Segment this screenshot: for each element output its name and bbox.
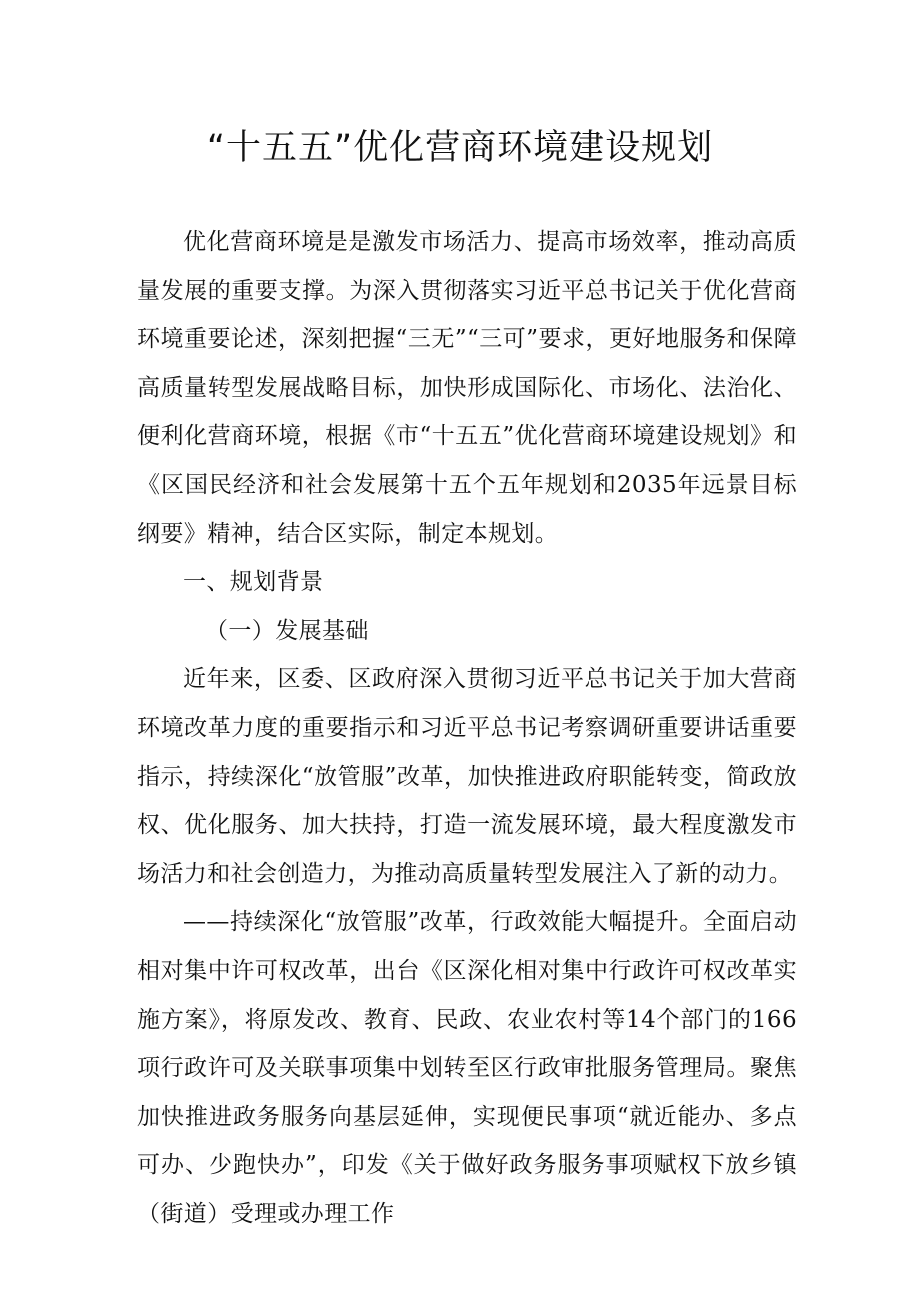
foundation-paragraph: 近年来，区委、区政府深入贯彻习近平总书记关于加大营商环境改革力度的重要指示和习近平总书记考察调研重要讲话重要指示，持续深化“放管服”改革，加快推进政府职能转变，简政放权、优化服务、加大扶持，打造一流发展环境，最大程度激发市场活力和社会创造力，为推动高质量转型发展注入了新的动力。 [137,666,797,887]
intro-paragraph: 优化营商环境是是激发市场活力、提高市场效率，推动高质量发展的重要支撑。为深入贯彻落实习近平总书记关于优化营商环境重要论述，深刻把握“三无”“三可”要求，更好地服务和保障高质量转型发展战略目标，加快形成国际化、市场化、法治化、便利化营商环境，根据《市“十五五”优化营商环境建设规划》和《区国民经济和社会发展第十五个五年规划和2035年远景目标纲要》精神，结合区实际，制定本规划。 [137,229,797,547]
reform-paragraph: ——持续深化“放管服”改革，行政效能大幅提升。全面启动相对集中许可权改革，出台《区深化相对集中行政许可权改革实施方案》，将原发改、教育、民政、农业农村等14个部门的166项行政许可及关联事项集中划转至区行政审批服务管理局。聚焦加快推进政务服务向基层延伸，实现便民事项“就近能办、多点可办、少跑快办”，印发《关于做好政务服务事项赋权下放乡镇（街道）受理或办理工作 [137,909,797,1227]
subsection-heading-foundation: （一）发展基础 [205,617,369,644]
document-body [137,218,797,1238]
document-title: “十五五”优化营商环境建设规划 [206,128,714,168]
section-heading-background: 一、规划背景 [183,569,324,596]
